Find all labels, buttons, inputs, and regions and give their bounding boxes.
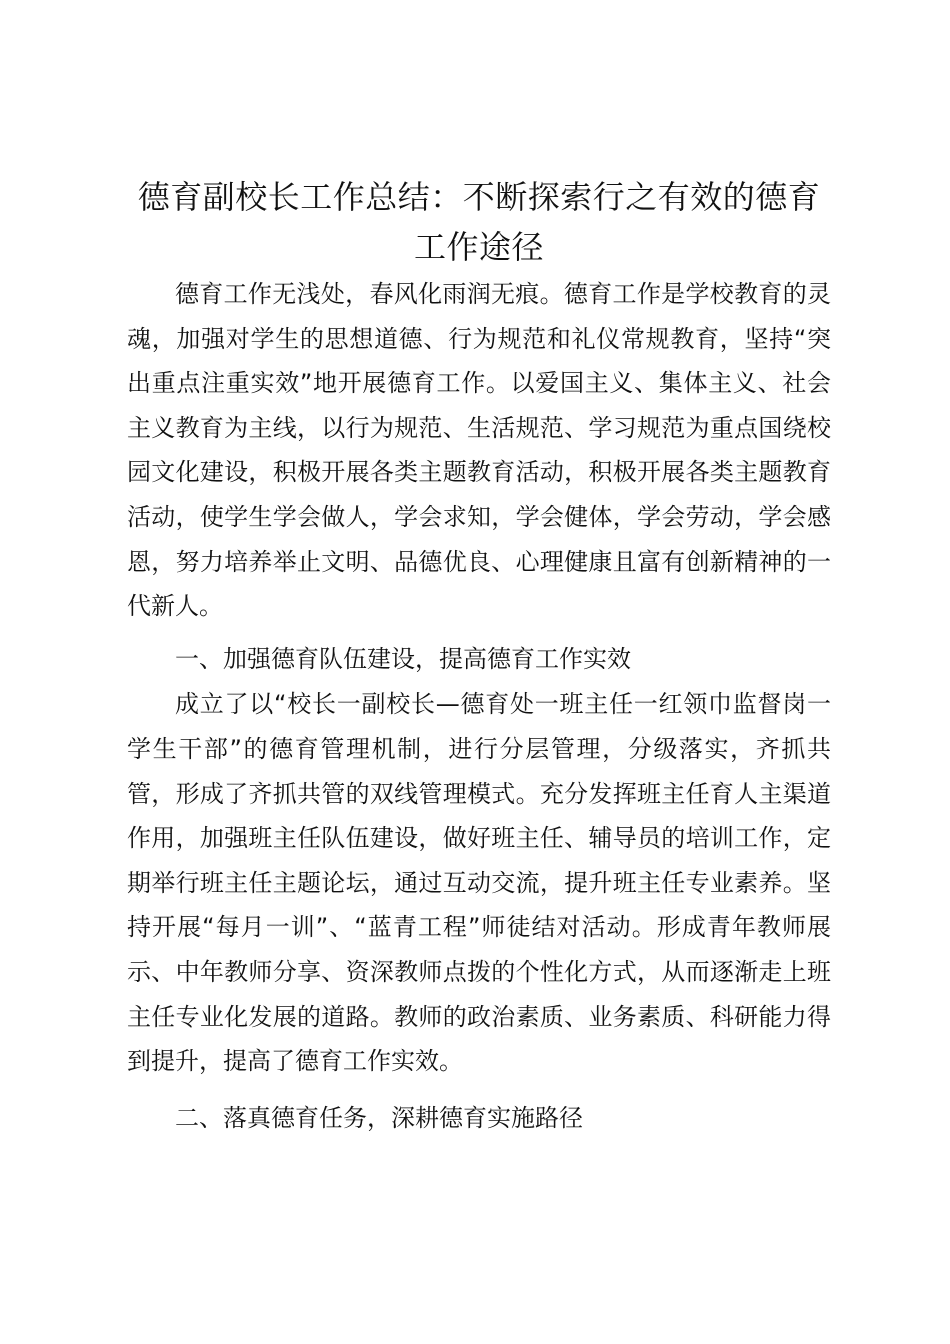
section-1-paragraph: 成立了以“校长一副校长—德育处一班主任一红领巾监督岗一学生干部”的德育管理机制，进行分层管理，分级落实，齐抓共管，形成了齐抓共管的双线管理模式。充分发挥班主任育人主渠道作用，加强班主任队伍建设，做好班主任、辅导员的培训工作，定期举行班主任主题论坛，通过互动交流，提升班主任专业素养。坚持开展“每月一训”、“蓝青工程”师徒结对活动。形成青年教师展示、中年教师分享、资深教师点拨的个性化方式，从而逐渐走上班主任专业化发展的道路。教师的政治素质、业务素质、科研能力得到提升，提高了德育工作实效。: [127, 690, 831, 1076]
intro-paragraph: 德育工作无浅处，春风化雨润无痕。德育工作是学校教育的灵魂，加强对学生的思想道德、行为规范和礼仪常规教育，坚持“突出重点注重实效”地开展德育工作。以爱国主义、集体主义、社会主义教育为主线，以行为规范、生活规范、学习规范为重点国绕校园文化建设，积极开展各类主题教育活动，积极开展各类主题教育活动，使学生学会做人，学会求知，学会健体，学会劳动，学会感恩，努力培养举止文明、品德优良、心理健康且富有创新精神的一代新人。: [127, 280, 831, 621]
section-1-heading: 一、加强德育队伍建设，提高德育工作实效: [175, 644, 631, 673]
section-2-heading: 二、落真德育任务，深耕德育实施路径: [175, 1103, 583, 1132]
document-title: 德育副校长工作总结：不断探索行之有效的德育工作途径: [137, 178, 821, 266]
document-body: [127, 172, 831, 1140]
